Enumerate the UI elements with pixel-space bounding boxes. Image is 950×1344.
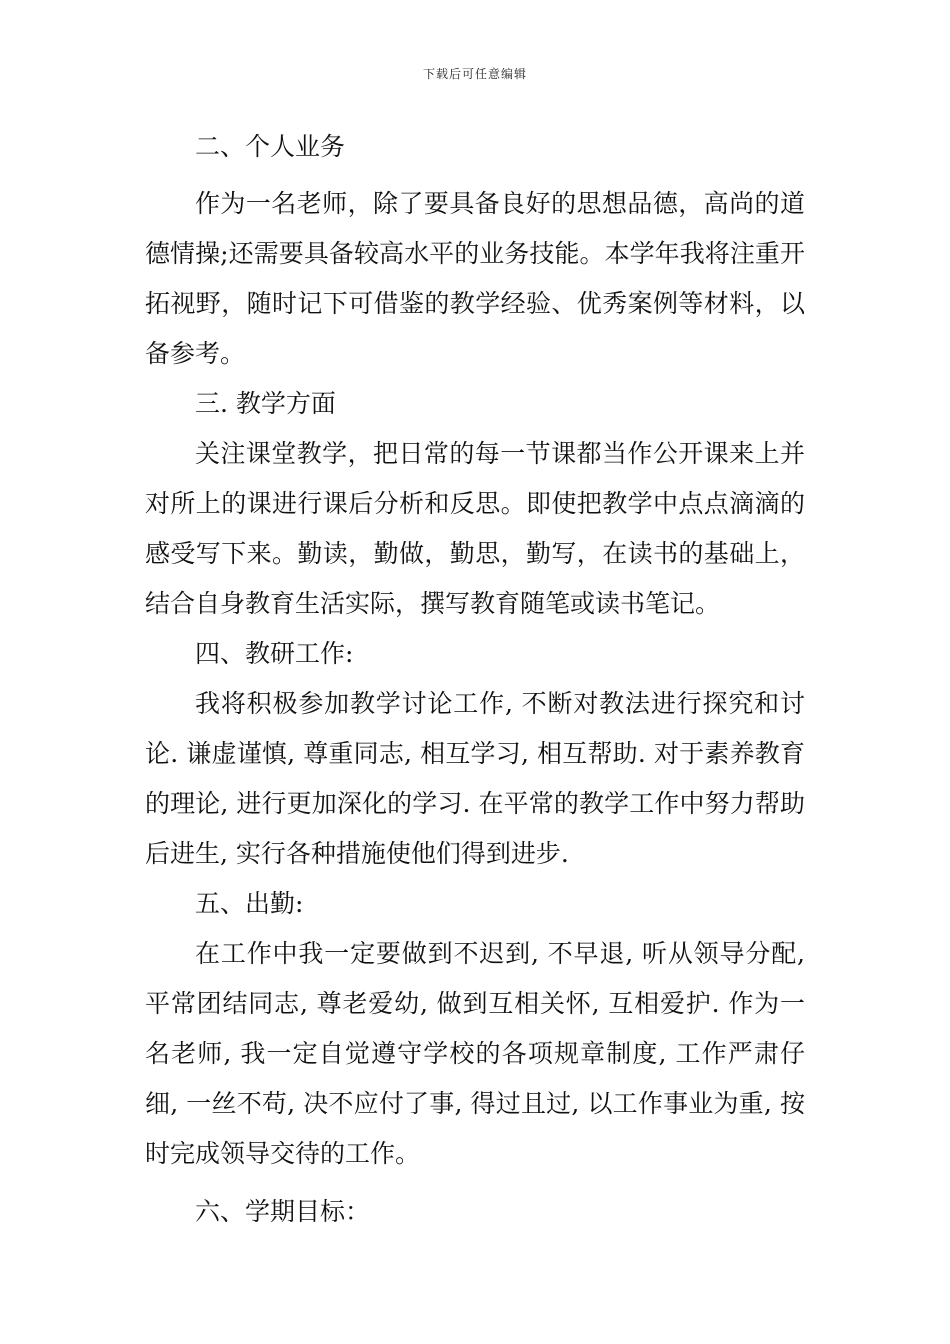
page-header-note: 下载后可任意编辑 xyxy=(422,67,527,81)
section-paragraph-attendance: 在工作中我一定要做到不迟到, 不早退, 听从领导分配, 平常团结同志, 尊老爱幼, 做到互相关怀, 互相爱护. 作为一名老师, 我一定自觉遵守学校的各项规章制度, 工作严肃仔细, 一丝不苟, 决不应付了事, 得过且过, 以工作事业为重, 按时完成领导交待的工作。 xyxy=(145,939,805,1168)
section-paragraph-personal-work: 作为一名老师，除了要具备良好的思想品德，高尚的道德情操;还需要具备较高水平的业务技能。本学年我将注重开拓视野，随时记下可借鉴的教学经验、优秀案例等材料，以备参考。 xyxy=(145,189,805,368)
section-heading-personal-work: 二、个人业务 xyxy=(195,132,346,161)
section-heading-semester-goals: 六、学期目标： xyxy=(195,1197,371,1226)
section-paragraph-teaching: 关注课堂教学，把日常的每一节课都当作公开课来上并对所上的课进行课后分析和反思。即使把教学中点点滴滴的感受写下来。勤读，勤做，勤思，勤写，在读书的基础上，结合自身教育生活实际，撰写教育随笔或读书笔记。 xyxy=(145,439,805,618)
document-body xyxy=(145,122,805,1237)
section-heading-attendance: 五、出勤: xyxy=(195,889,304,918)
section-paragraph-teaching-research: 我将积极参加教学讨论工作, 不断对教法进行探究和讨论. 谦虚谨慎, 尊重同志, 相互学习, 相互帮助. 对于素养教育的理论, 进行更加深化的学习. 在平常的教学工作中努力帮助后进生, 实行各种措施使他们得到进步. xyxy=(145,689,805,868)
section-heading-teaching: 三. 教学方面 xyxy=(195,389,336,418)
section-heading-teaching-research: 四、教研工作: xyxy=(195,639,354,668)
